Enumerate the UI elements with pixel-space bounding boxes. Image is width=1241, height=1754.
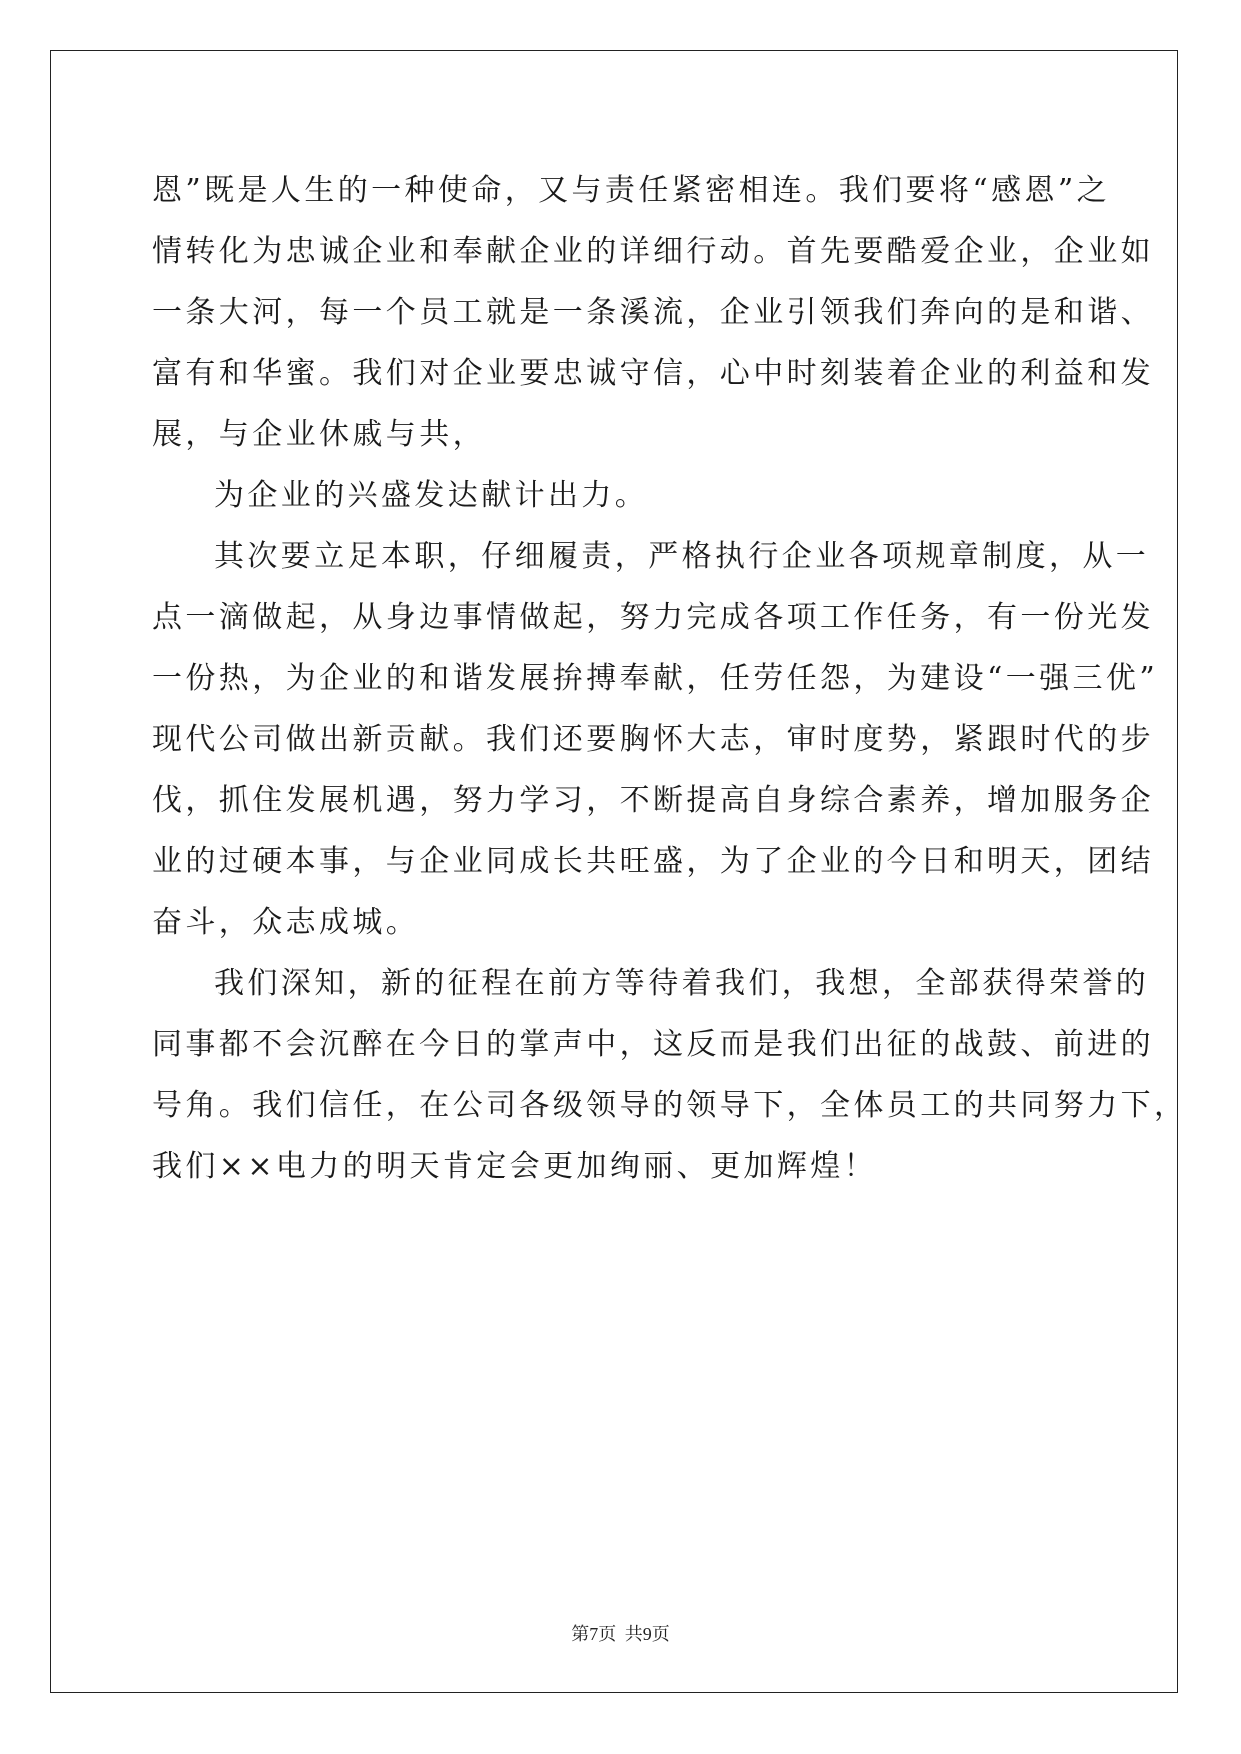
paragraph-line: 同事都不会沉醉在今日的掌声中，这反而是我们出征的战鼓、前进的 (152, 1027, 1154, 1062)
paragraph-line: 点一滴做起，从身边事情做起，努力完成各项工作任务，有一份光发 (152, 600, 1154, 635)
paragraph-line: 现代公司做出新贡献。我们还要胸怀大志，审时度势，紧跟时代的步 (152, 722, 1154, 757)
paragraph-line: 恩”既是人生的一种使命，又与责任紧密相连。我们要将“感恩”之 (152, 173, 1111, 208)
paragraph-line: 为企业的兴盛发达献计出力。 (214, 478, 649, 513)
paragraph-line: 奋斗，众志成城。 (152, 905, 420, 940)
paragraph-line: 其次要立足本职，仔细履责，严格执行企业各项规章制度，从一 (214, 539, 1150, 574)
paragraph-line: 富有和华蜜。我们对企业要忠诚守信，心中时刻装着企业的利益和发 (152, 356, 1154, 391)
paragraph-line: 我们××电力的明天肯定会更加绚丽、更加辉煌！ (152, 1149, 878, 1184)
document-body (152, 160, 1188, 1197)
paragraph-line: 情转化为忠诚企业和奉献企业的详细行动。首先要酷爱企业，企业如 (152, 234, 1154, 269)
paragraph-line: 一条大河，每一个员工就是一条溪流，企业引领我们奔向的是和谐、 (152, 295, 1154, 330)
paragraph-line: 伐，抓住发展机遇，努力学习，不断提高自身综合素养，增加服务企 (152, 783, 1154, 818)
paragraph-line: 我们深知，新的征程在前方等待着我们，我想，全部获得荣誉的 (214, 966, 1150, 1001)
page-footer (0, 1620, 1241, 1646)
total-pages-label: 共9页 (624, 1624, 670, 1644)
paragraph-line: 业的过硬本事，与企业同成长共旺盛，为了企业的今日和明天，团结 (152, 844, 1154, 879)
paragraph-line: 号角。我们信任，在公司各级领导的领导下，全体员工的共同努力下， (152, 1088, 1188, 1123)
current-page-label: 第7页 (571, 1624, 617, 1644)
paragraph-line: 一份热，为企业的和谐发展拚搏奉献，任劳任怨，为建设“一强三优” (152, 661, 1159, 696)
paragraph-line: 展，与企业休戚与共， (152, 417, 486, 452)
